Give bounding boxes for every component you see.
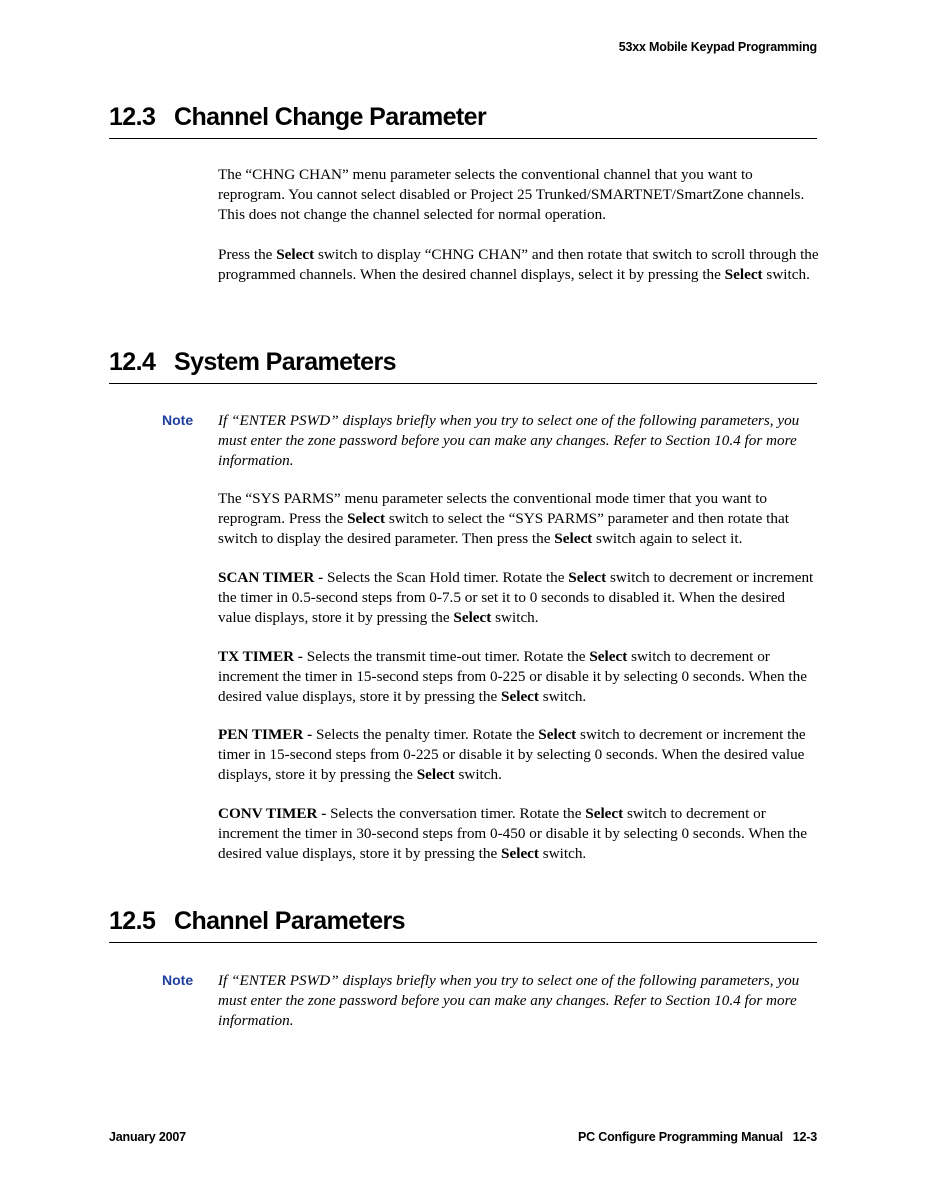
pen-timer-paragraph: PEN TIMER - Selects the penalty timer. Rotate the Select switch to decrement or increment the timer in 15-second steps from 0-225 or disable it by selecting 0 seconds. When the desired value displays, store it by pressing the Select switch. bbox=[218, 726, 806, 783]
running-header: 53xx Mobile Keypad Programming bbox=[618, 40, 817, 54]
page-number: 12-3 bbox=[792, 1130, 817, 1144]
conv-timer-paragraph: CONV TIMER - Selects the conversation timer. Rotate the Select switch to decrement or increment the timer in 30-second steps from 0-450 or disable it by selecting 0 seconds. When the desired value displays, store it by pressing the Select switch. bbox=[218, 805, 807, 862]
note-text: If “ENTER PSWD” displays briefly when you try to select one of the following parameters, you must enter the zone password before you can make any changes. Refer to Section 10.4 for more information. bbox=[218, 972, 800, 1029]
tx-timer-term: TX TIMER - bbox=[218, 648, 303, 665]
footer-manual-page bbox=[578, 1130, 817, 1144]
footer-manual: PC Configure Programming Manual bbox=[578, 1130, 783, 1144]
section-title: Channel Change Parameter bbox=[174, 103, 487, 131]
note-label: Note bbox=[162, 972, 194, 988]
note-label: Note bbox=[162, 412, 194, 428]
section-number: 12.4 bbox=[109, 348, 156, 376]
note-text: If “ENTER PSWD” displays briefly when you try to select one of the following parameters, you must enter the zone password before you can make any changes. Refer to Section 10.4 for more information. bbox=[218, 412, 800, 469]
section-12-5-heading bbox=[109, 906, 817, 943]
section-number: 12.3 bbox=[109, 103, 156, 131]
scan-timer-term: SCAN TIMER - bbox=[218, 569, 324, 586]
section-title: Channel Parameters bbox=[174, 907, 405, 935]
scan-timer-paragraph: SCAN TIMER - Selects the Scan Hold timer. Rotate the Select switch to decrement or increment the timer in 0.5-second steps from 0-7.5 or set it to 0 seconds to disabled it. When the desired value displays, store it by pressing the Select switch. bbox=[218, 569, 814, 626]
chng-chan-description: The “CHNG CHAN” menu parameter selects the conventional channel that you want to reprogram. You cannot select disabled or Project 25 Trunked/SMARTNET/SmartZone channels. This does not change the channel selected for normal operation. bbox=[218, 166, 805, 223]
section-12-4-heading bbox=[109, 347, 817, 384]
section-number: 12.5 bbox=[109, 907, 156, 935]
footer-date: January 2007 bbox=[109, 1130, 186, 1144]
pen-timer-term: PEN TIMER - bbox=[218, 726, 313, 743]
section-title: System Parameters bbox=[174, 348, 396, 376]
chng-chan-instructions: Press the Select switch to display “CHNG CHAN” and then rotate that switch to scroll through the programmed channels. When the desired channel displays, select it by pressing the Select switch. bbox=[218, 246, 819, 283]
tx-timer-paragraph: TX TIMER - Selects the transmit time-out timer. Rotate the Select switch to decrement or increment the timer in 15-second steps from 0-225 or disable it by selecting 0 seconds. When the desired value displays, store it by pressing the Select switch. bbox=[218, 648, 807, 705]
conv-timer-term: CONV TIMER - bbox=[218, 805, 327, 822]
sys-parms-intro: The “SYS PARMS” menu parameter selects the conventional mode timer that you want to reprogram. Press the Select switch to select the “SYS PARMS” parameter and then rotate that switch to display the desired parameter. Then press the Select switch again to select it. bbox=[218, 490, 789, 547]
section-12-3-heading bbox=[109, 102, 817, 139]
